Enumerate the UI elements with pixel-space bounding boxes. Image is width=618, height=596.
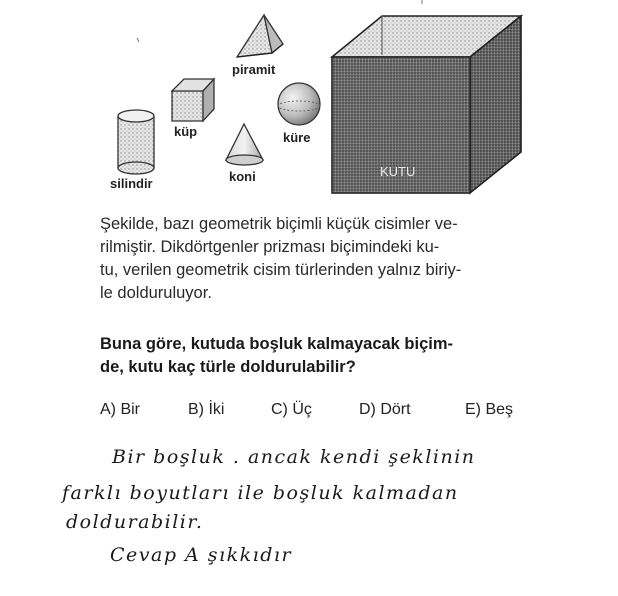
label-sphere: küre xyxy=(283,130,311,145)
option-c: C) Üç xyxy=(271,401,312,418)
handwritten-line: Cevap A şıkkıdır xyxy=(110,544,293,566)
paragraph-line: tu, verilen geometrik cisim türlerinden yalnız biriy- xyxy=(100,261,462,279)
paragraph-line: le dolduruluyor. xyxy=(100,284,212,302)
cube-shape xyxy=(172,79,214,121)
label-cylinder: silindir xyxy=(110,176,153,191)
cone-shape xyxy=(226,124,263,165)
label-cube: küp xyxy=(174,124,198,139)
cylinder-shape xyxy=(118,110,154,174)
option-e: E) Beş xyxy=(465,401,514,418)
label-cone: koni xyxy=(229,169,256,184)
question-line: de, kutu kaç türle doldurulabilir? xyxy=(100,358,356,376)
option-d: D) Dört xyxy=(359,401,411,418)
box-kutu xyxy=(332,16,521,193)
pyramid-shape xyxy=(237,15,283,57)
handwritten-line: Bir boşluk . ancak kendi şeklinin xyxy=(112,446,476,468)
handwritten-line: doldurabilir. xyxy=(66,511,204,533)
question-line: Buna göre, kutuda boşluk kalmayacak biçim- xyxy=(100,335,454,353)
paragraph-line: Şekilde, bazı geometrik biçimli küçük cisimler ve- xyxy=(100,215,458,233)
sphere-shape xyxy=(278,83,320,125)
problem-paragraph xyxy=(100,213,540,305)
handwritten-line: farklı boyutları ile boşluk kalmadan xyxy=(62,482,459,504)
label-box: KUTU xyxy=(380,164,416,179)
label-pyramid: piramit xyxy=(232,62,276,77)
question-text xyxy=(100,333,560,379)
option-b: B) İki xyxy=(188,401,225,418)
paragraph-line: rilmiştir. Dikdörtgenler prizması biçimindeki ku- xyxy=(100,238,440,256)
option-a: A) Bir xyxy=(100,401,140,418)
